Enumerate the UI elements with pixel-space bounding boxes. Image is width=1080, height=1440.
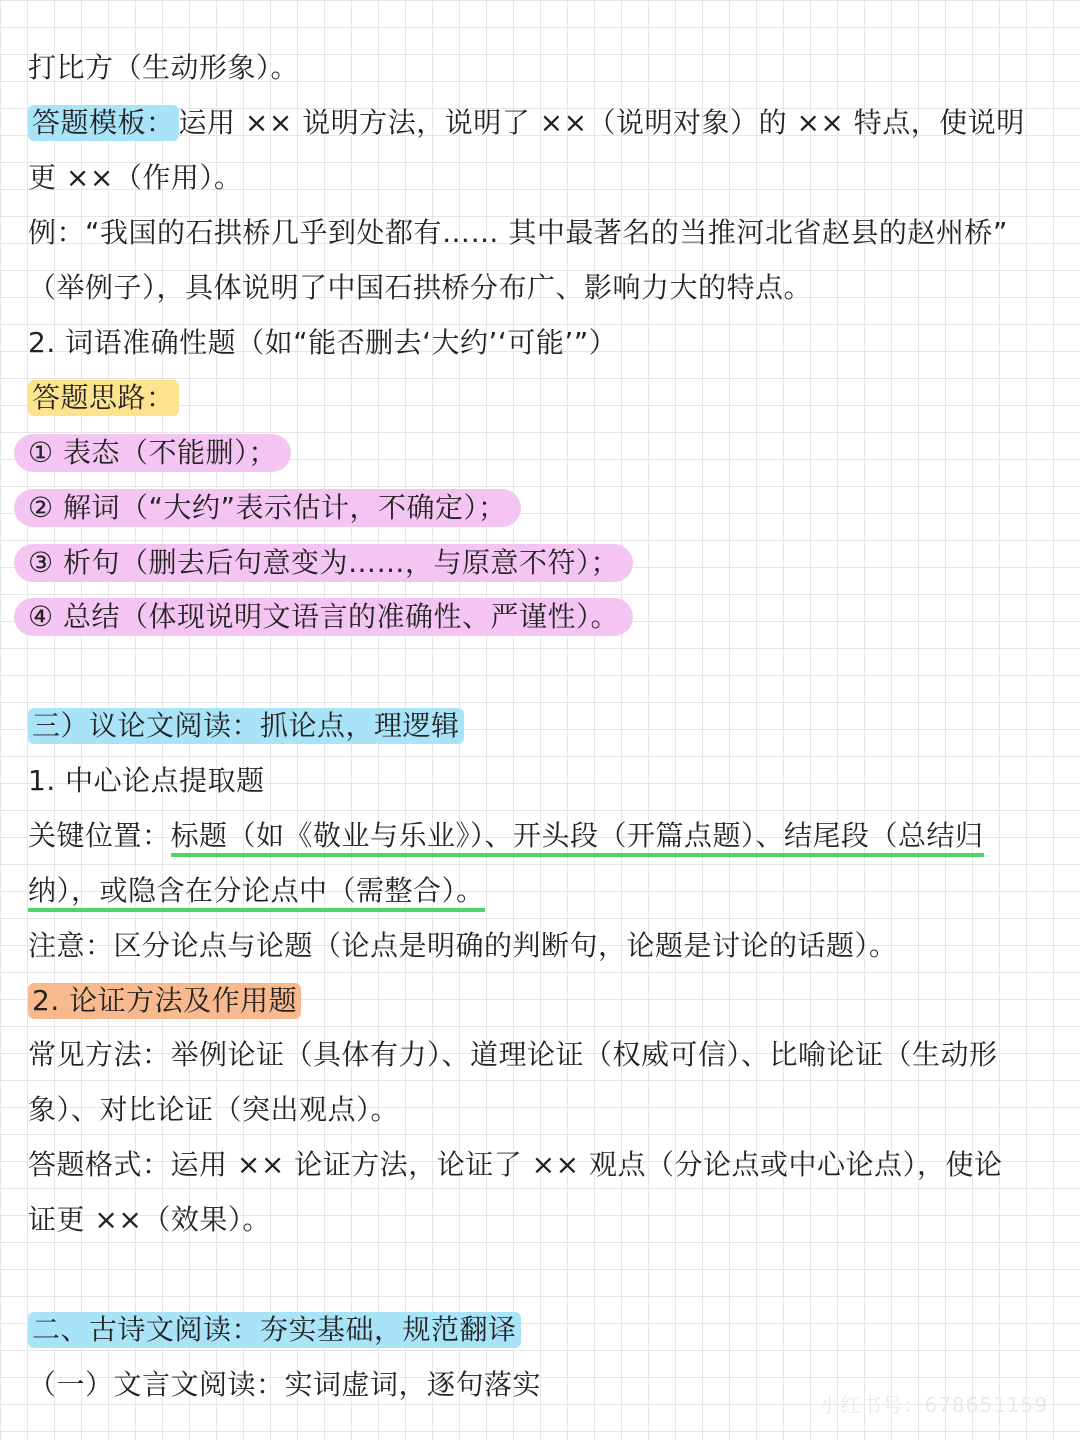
paragraph-text: 证更 ××（效果）。	[28, 1203, 271, 1236]
text-line	[28, 209, 1008, 257]
example-text: 例：“我国的石拱桥几乎到处都有…… 其中最著名的当推河北省赵县的赵州桥”	[28, 216, 1008, 249]
step-line	[28, 484, 521, 532]
text-line	[28, 977, 301, 1025]
paragraph-text: 常见方法：举例论证（具体有力）、道理论证（权威可信）、比喻论证（生动形	[28, 1038, 998, 1071]
paragraph-text: 答题格式：运用 ×× 论证方法，论证了 ×× 观点（分论点或中心论点），使论	[28, 1148, 1003, 1181]
text-line	[28, 867, 485, 915]
text-line	[28, 374, 179, 422]
step-line	[28, 539, 633, 587]
subheading-highlighted: 2. 论证方法及作用题	[28, 983, 301, 1019]
text-line	[28, 1031, 998, 1079]
text-line	[28, 99, 1025, 147]
step-line	[28, 429, 291, 477]
text-line	[28, 44, 299, 92]
paragraph-text: 更 ××（作用）。	[28, 161, 243, 194]
subheading: （一）文言文阅读：实词虚词，逐句落实	[28, 1368, 542, 1401]
text-line	[28, 1196, 271, 1244]
paragraph-text: 打比方（生动形象）。	[28, 51, 300, 84]
step-line	[28, 593, 633, 641]
example-text: （举例子），具体说明了中国石拱桥分布广、影响力大的特点。	[28, 271, 813, 304]
underlined-text: 纳），或隐含在分论点中（需整合）。	[28, 874, 485, 912]
paragraph-text: 运用 ×× 说明方法，说明了 ××（说明对象）的 ×× 特点，使说明	[178, 106, 1025, 139]
step-item: ② 解词（“大约”表示估计，不确定）；	[14, 489, 521, 527]
answer-template-label: 答题模板：	[28, 105, 179, 141]
section-heading: 二、古诗文阅读：夯实基础，规范翻译	[28, 1312, 521, 1348]
answer-approach-label: 答题思路：	[28, 380, 179, 416]
step-item: ① 表态（不能删）；	[14, 434, 291, 472]
text-line	[28, 319, 617, 367]
text-line	[28, 1361, 541, 1409]
text-line	[28, 812, 984, 860]
step-item: ④ 总结（体现说明文语言的准确性、严谨性）。	[14, 598, 633, 636]
section-heading: 三）议论文阅读：抓论点，理逻辑	[28, 708, 464, 744]
note-text: 注意：区分论点与论题（论点是明确的判断句，论题是讨论的话题）。	[28, 929, 898, 962]
text-line	[28, 154, 242, 202]
key-position-label: 关键位置：	[28, 819, 171, 852]
text-line	[28, 922, 898, 970]
text-line	[28, 757, 265, 805]
subheading: 1. 中心论点提取题	[28, 764, 265, 797]
text-line	[28, 264, 812, 312]
underlined-text: 标题（如《敬业与乐业》）、开头段（开篇点题）、结尾段（总结归	[171, 819, 984, 857]
text-line	[28, 1086, 399, 1134]
paragraph-text: 象）、对比论证（突出观点）。	[28, 1093, 400, 1126]
text-line	[28, 1141, 1002, 1189]
section-heading-line	[28, 1306, 521, 1354]
subheading: 2. 词语准确性题（如“能否删去‘大约’‘可能’”）	[28, 326, 618, 359]
watermark: 小红书号：678651159	[819, 1393, 1048, 1417]
section-heading-line	[28, 702, 464, 750]
step-item: ③ 析句（删去后句意变为……，与原意不符）；	[14, 544, 633, 582]
